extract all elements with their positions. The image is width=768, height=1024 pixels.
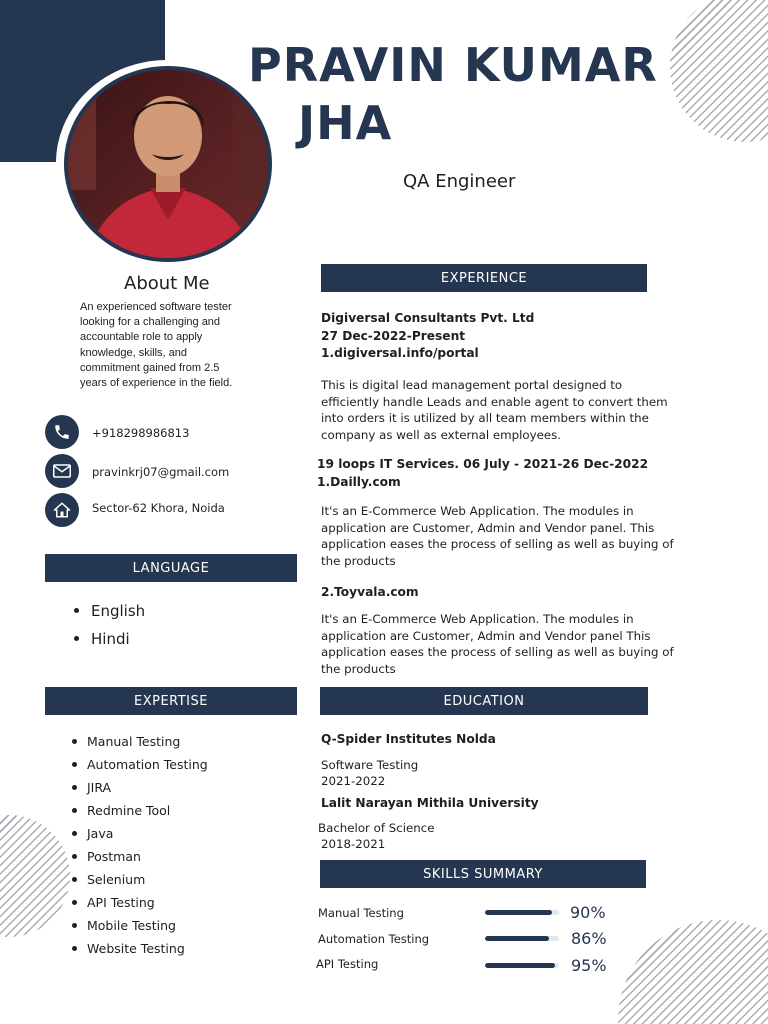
course-name: Software Testing	[321, 758, 419, 772]
skill-label: API Testing	[316, 957, 379, 971]
list-item: Postman	[70, 845, 208, 868]
list-item: Mobile Testing	[70, 914, 208, 937]
candidate-name: PRAVIN KUMAR	[248, 38, 658, 92]
language-heading: LANGUAGE	[45, 554, 297, 582]
list-item: English	[72, 597, 145, 625]
company-name: Digiversal Consultants Pvt. Ltd	[321, 311, 535, 325]
project-name: 1.Dailly.com	[317, 474, 401, 489]
phone-icon	[45, 415, 79, 449]
experience-heading: EXPERIENCE	[321, 264, 647, 292]
list-item: API Testing	[70, 891, 208, 914]
list-item: Manual Testing	[70, 730, 208, 753]
skills-heading: SKILLS SUMMARY	[320, 860, 646, 888]
list-item: Redmine Tool	[70, 799, 208, 822]
email-address[interactable]: pravinkrj07@gmail.com	[92, 465, 230, 479]
phone-number[interactable]: +918298986813	[92, 426, 190, 440]
expertise-list	[70, 730, 208, 960]
skill-label: Automation Testing	[318, 932, 430, 946]
course-name: Bachelor of Science	[318, 821, 435, 835]
project-name: 2.Toyvala.com	[321, 585, 419, 599]
skill-bar	[485, 910, 559, 915]
skill-label: Manual Testing	[318, 906, 404, 920]
hatched-circle-decoration	[670, 0, 768, 142]
course-years: 2018-2021	[321, 837, 386, 851]
skill-percent: 86%	[571, 929, 607, 948]
job-19loops	[317, 456, 648, 491]
about-heading: About Me	[124, 273, 210, 294]
mail-icon	[45, 454, 79, 488]
school-name: Q-Spider Institutes Nolda	[321, 732, 496, 746]
hatched-circle-decoration	[0, 815, 70, 937]
skill-bar	[485, 936, 559, 941]
project-description: It's an E-Commerce Web Application. The modules in application are Customer, Admin and Vendor panel. This application eases the process of selling as well as buying of the products	[321, 504, 674, 568]
list-item: JIRA	[70, 776, 208, 799]
about-text: An experienced software tester looking for a challenging and accountable role to apply knowledge, skills, and commitment gained from 2.5 years of experience in the field.	[80, 301, 233, 390]
job-dates: 27 Dec-2022-Present	[321, 328, 466, 343]
list-item: Hindi	[72, 625, 145, 653]
job-description: This is digital lead management portal designed to efficiently handle Leads and enable agent to convert them into orders it is utilized by all team members within the company as well as external employees.	[321, 378, 668, 442]
skill-percent: 95%	[571, 956, 607, 975]
job-digiversal	[321, 310, 534, 363]
skill-bar-fill	[485, 910, 552, 915]
skill-bar-fill	[485, 963, 555, 968]
school-name: Lalit Narayan Mithila University	[321, 796, 539, 810]
list-item: Selenium	[70, 868, 208, 891]
skill-bar	[485, 963, 559, 968]
skill-percent: 90%	[570, 903, 606, 922]
home-icon	[45, 493, 79, 527]
hatched-circle-decoration	[618, 920, 768, 1024]
skill-bar-fill	[485, 936, 549, 941]
course-years: 2021-2022	[321, 774, 386, 788]
project-name: 1.digiversal.info/portal	[321, 346, 479, 361]
profile-photo	[64, 66, 272, 262]
company-name: 19 loops IT Services. 06 July - 2021-26 Dec-2022	[317, 457, 649, 471]
project-description: It's an E-Commerce Web Application. The modules in application are Customer, Admin and Vendor panel This application eases the process of selling as well as buying of the products	[321, 612, 674, 676]
address: Sector-62 Khora, Noida	[92, 501, 225, 515]
list-item: Website Testing	[70, 937, 208, 960]
expertise-heading: EXPERTISE	[45, 687, 297, 715]
education-heading: EDUCATION	[320, 687, 648, 715]
candidate-name-line2: JHA	[298, 96, 393, 150]
language-list	[72, 597, 145, 653]
list-item: Automation Testing	[70, 753, 208, 776]
list-item: Java	[70, 822, 208, 845]
job-title: QA Engineer	[403, 171, 516, 192]
